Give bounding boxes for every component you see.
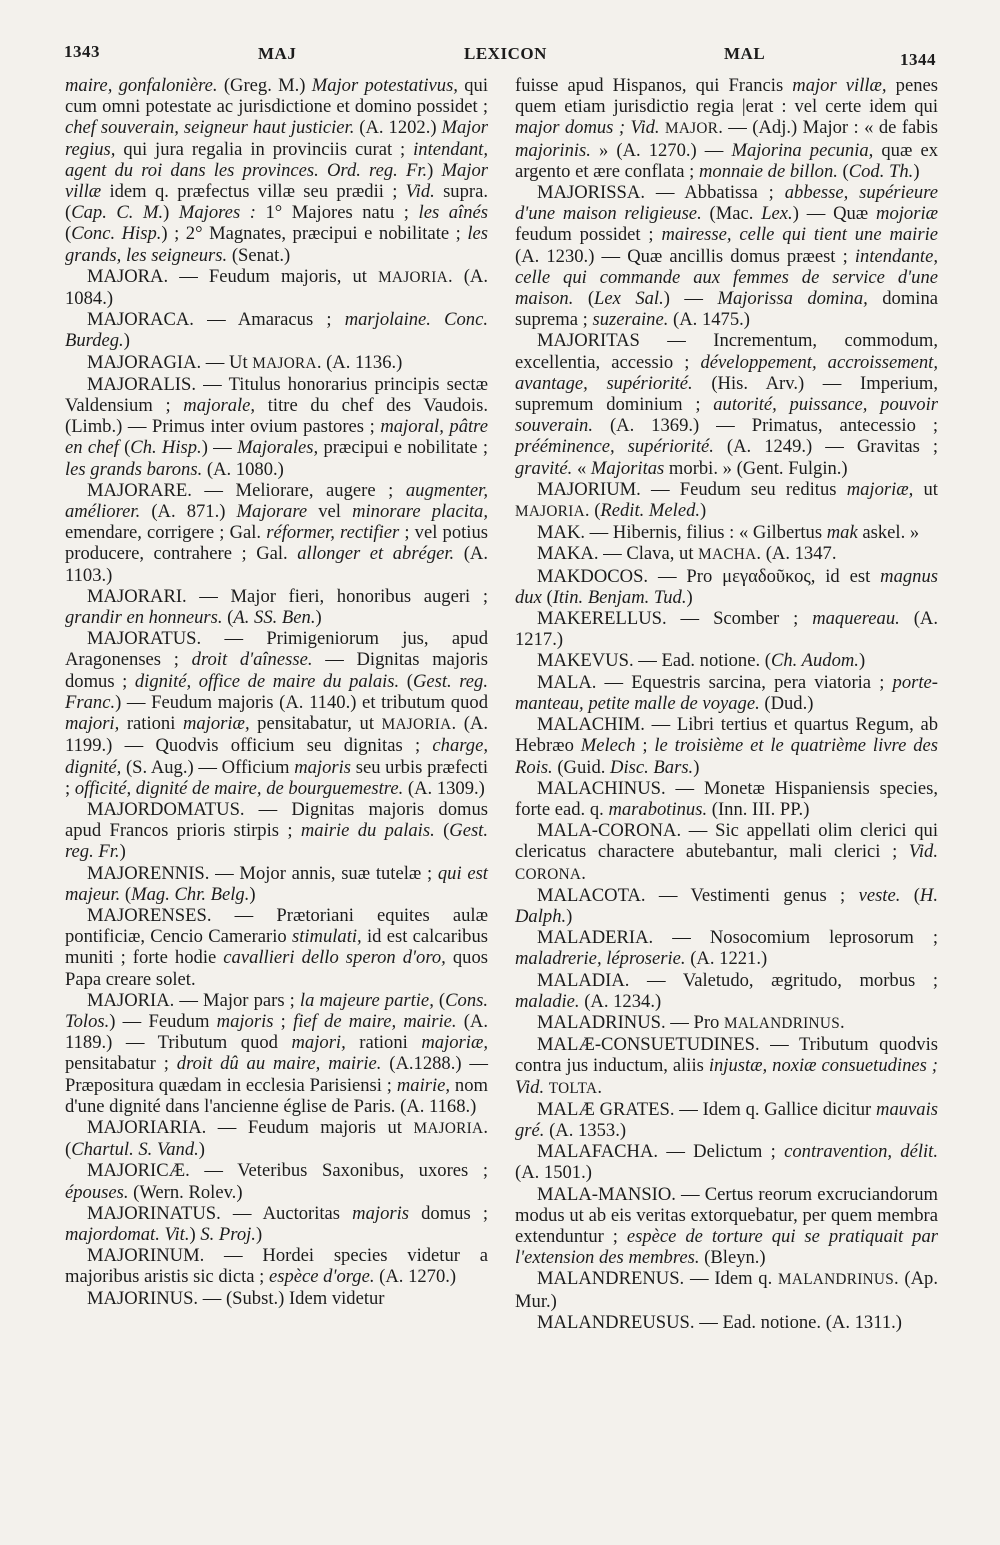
dictionary-entry: MAJORALIS. — Titulus honorarius principis sectæ Valdensium ; majorale, titre du chef des Vaudois. (Limb.) — Primus inter ovium pastores ; majoral, pâtre en chef (Ch. Hisp.) — Majorales, præcipui e nobilitate ; les grands barons. (A. 1080.): [65, 373, 488, 480]
dictionary-entry: MALACHIM. — Libri tertius et quartus Regum, ab Hebræo Melech ; le troisième et le quatrième livre des Rois. (Guid. Disc. Bars.): [515, 714, 938, 778]
dictionary-entry: MAJORINUM. — Hordei species videtur a majoribus aristis sic dicta ; espèce d'orge. (A. 1270.): [65, 1245, 488, 1288]
dictionary-entry: MAJORICÆ. — Veteribus Saxonibus, uxores ; épouses. (Wern. Rolev.): [65, 1160, 488, 1203]
dictionary-entry: MAKEVUS. — Ead. notione. (Ch. Audom.): [537, 650, 866, 672]
dictionary-entry: MAJORA. — Feudum majoris, ut MAJORIA. (A. 1084.): [65, 265, 488, 310]
dictionary-entry: MALÆ-CONSUETUDINES. — Tributum quodvis contra jus inductum, aliis injustæ, noxiæ consuetudines ; Vid. TOLTA.: [515, 1034, 938, 1098]
dictionary-entry: MAJORARE. — Meliorare, augere ; augmenter, améliorer. (A. 871.) Majorare vel minorare placita, emendare, corrigere ; Gal. réformer, rectifier ; vel potius producere, contrahere ; Gal. allonger et abréger. (A. 1103.): [65, 479, 488, 586]
page-number-left: 1343: [64, 42, 100, 61]
entry-continuation: maire, gonfalonière. (Greg. M.) Major potestativus, qui cum omni potestate ac jurisdictione et domino possidet ; chef souverain, seigneur haut justicier. (A. 1202.) Major regius, qui jura regalia in provinciis curat ; intendant, agent du roi dans les provinces. Ord. reg. Fr.) Major villæ idem q. præfectus villæ seu prædii ; Vid. supra. (Cap. C. M.) Majores : 1° Majores natu ; les aînés (Conc. Hisp.) ; 2° Magnates, præcipui e nobilitate ; les grands, les seigneurs. (Senat.): [65, 75, 489, 266]
dictionary-entry: MAKERELLUS. — Scomber ; maquereau. (A. 1217.): [515, 608, 939, 651]
running-head-center: LEXICON: [464, 44, 547, 63]
dictionary-entry: MAKA. — Clava, ut MACHA. (A. 1347.: [537, 543, 837, 565]
dictionary-entry: MALACOTA. — Vestimenti genus ; veste. (H. Dalph.): [515, 884, 938, 927]
dictionary-entry: MAKDOCOS. — Pro μεγαδοῦκος, id est magnus dux (Itin. Benjam. Tud.): [515, 565, 938, 608]
dictionary-entry: MAJORINATUS. — Auctoritas majoris domus ; majordomat. Vit.) S. Proj.): [65, 1202, 488, 1245]
dictionary-entry: MALA. — Equestris sarcina, pera viatoria ; porte-manteau, petite malle de voyage. (Dud.): [515, 671, 938, 714]
dictionary-entry: MALAFACHA. — Delictum ; contravention, délit. (A. 1501.): [515, 1141, 938, 1184]
dictionary-entry: MAJORATUS. — Primigeniorum jus, apud Aragonenses ; droit d'aînesse. — Dignitas majoris domus ; dignité, office de maire du palais. (Gest. reg. Franc.) — Feudum majoris (A. 1140.) et tributum quod majori, rationi majoriæ, pensitabatur, ut MAJORIA. (A. 1199.) — Quodvis officium seu dignitas ; charge, dignité, (S. Aug.) — Officium majoris seu urbis præfecti ; officité, dignité de maire, de bourguemestre. (A. 1309.): [65, 628, 489, 799]
dictionary-entry: MAJORINUS. — (Subst.) Idem videtur: [87, 1287, 385, 1309]
dictionary-entry: MAJORARI. — Major fieri, honoribus augeri ; grandir en honneurs. (A. SS. Ben.): [65, 585, 488, 629]
dictionary-entry: MAK. — Hibernis, filius : « Gilbertus mak askel. »: [537, 522, 920, 544]
dictionary-entry: MAJORIA. — Major pars ; la majeure partie, (Cons. Tolos.) — Feudum majoris ; fief de maire, mairie. (A. 1189.) — Tributum quod majori, rationi majoriæ, pensitabatur ; droit dû au maire, mairie. (A.1288.) — Præpositura quædam in ecclesia Parisiensi ; mairie, nom d'une dignité dans l'ancienne église de Paris. (A. 1168.): [65, 989, 489, 1117]
dictionary-entry: MAJORIUM. — Feudum seu reditus majoriæ, ut MAJORIA. (Redit. Meled.): [515, 478, 938, 522]
dictionary-entry: MAJORISSA. — Abbatissa ; abbesse, supérieure d'une maison religieuse. (Mac. Lex.) — Quæ mojoriæ feudum possidet ; mairesse, celle qui tient une mairie (A. 1230.) — Quæ ancillis domus præest ; intendante, celle qui commande aux femmes de service d'une maison. (Lex Sal.) — Majorissa domina, domina suprema ; suzeraine. (A. 1475.): [515, 182, 939, 331]
dictionary-entry: MALADIA. — Valetudo, ægritudo, morbus ; maladie. (A. 1234.): [515, 969, 938, 1012]
dictionary-entry: MALADERIA. — Nosocomium leprosorum ; maladrerie, léproserie. (A. 1221.): [515, 927, 938, 970]
right-column: [515, 75, 938, 1333]
dictionary-entry: MAJORITAS — Incrementum, commodum, excellentia, accessio ; développement, accroissement, avantage, supériorité. (His. Arv.) — Imperium, supremum dominium ; autorité, puissance, pouvoir souverain. (A. 1369.) — Primatus, antecessio ; prééminence, supériorité. (A. 1249.) — Gravitas ; gravité. « Majoritas morbi. » (Gent. Fulgin.): [515, 330, 939, 479]
dictionary-entry: MAJORDOMATUS. — Dignitas majoris domus apud Francos prioris stirpis ; mairie du palais. (Gest. reg. Fr.): [65, 798, 488, 863]
dictionary-entry: MAJORIARIA. — Feudum majoris ut MAJORIA. (Chartul. S. Vand.): [65, 1116, 488, 1161]
running-head-left: MAJ: [258, 44, 297, 63]
dictionary-entry: MALADRINUS. — Pro MALANDRINUS.: [537, 1011, 845, 1033]
dictionary-entry: MALANDREUSUS. — Ead. notione. (A. 1311.): [537, 1311, 902, 1333]
dictionary-entry: MAJORENSES. — Prætoriani equites aulæ pontificiæ, Cencio Camerario stimulati, id est calcaribus muniti ; forte hodie cavallieri dello speron d'oro, quos Papa creare solet.: [65, 904, 488, 990]
dictionary-entry: MALA-CORONA. — Sic appellati olim clerici qui clericatus charactere abutebantur, mali clerici ; Vid. CORONA.: [515, 820, 938, 884]
dictionary-entry: MAJORENNIS. — Mojor annis, suæ tutelæ ; qui est majeur. (Mag. Chr. Belg.): [65, 862, 488, 905]
dictionary-entry: MALÆ GRATES. — Idem q. Gallice dicitur mauvais gré. (A. 1353.): [515, 1098, 938, 1141]
dictionary-entry: MALACHINUS. — Monetæ Hispaniensis species, forte ead. q. marabotinus. (Inn. III. PP.): [515, 777, 938, 820]
page-number-right: 1344: [900, 50, 936, 69]
dictionary-entry: MALANDRENUS. — Idem q. MALANDRINUS. (Ap. Mur.): [515, 1268, 938, 1312]
entry-continuation: fuisse apud Hispanos, qui Francis major villæ, penes quem etiam jurisdictio regia |erat : vel certe idem qui major domus ; Vid. MAJOR. — (Adj.) Major : « de fabis majorinis. » (A. 1270.) — Majorina pecunia, quæ ex argento et ære conflata ; monnaie de billon. (Cod. Th.): [515, 75, 939, 182]
dictionary-entry: MAJORACA. — Amaracus ; marjolaine. Conc. Burdeg.): [65, 309, 488, 352]
dictionary-entry: MAJORAGIA. — Ut MAJORA. (A. 1136.): [87, 351, 403, 373]
left-column: [65, 75, 488, 1309]
running-head-right: MAL: [724, 44, 766, 63]
dictionary-entry: MALA-MANSIO. — Certus reorum excruciandorum modus ut ab eis veritas extorquebatur, per quem membra extenduntur ; espèce de torture qui se pratiquait par l'extension des membres. (Bleyn.): [515, 1183, 938, 1269]
